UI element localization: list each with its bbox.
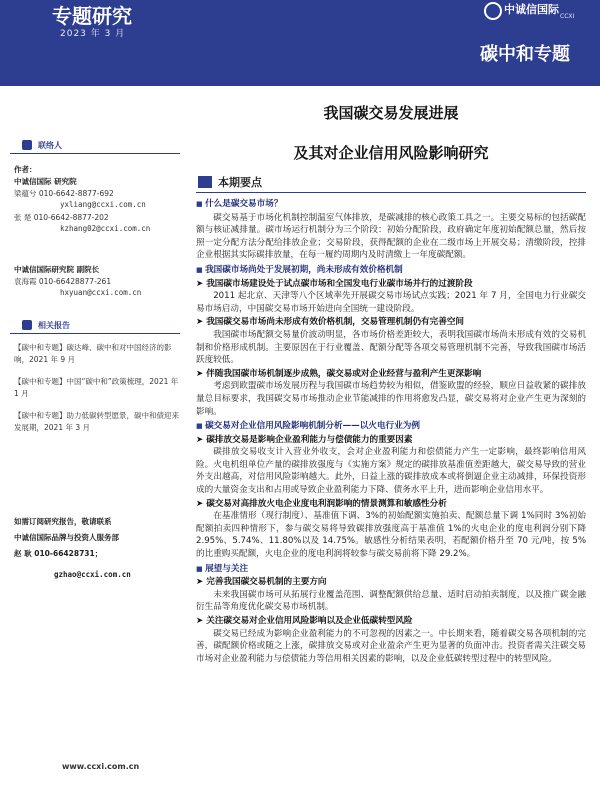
company-logo	[482, 0, 592, 20]
summary-heading: 本期要点	[218, 176, 262, 189]
doc-title-line-2: 及其对企业信用风险影响研究	[293, 144, 489, 162]
paragraph: 我国碳市场配额交易量价波动明显，各市场价格差距较大，表明我国碳市场尚未形成有效的交易机制和价格形成机制。主要原因在于行业覆盖、配额分配等各项交易管理机制不完善，导致我国碳市场活跃度较低。	[196, 329, 586, 366]
institute: 中诚信国际 研究院	[14, 177, 77, 186]
related-report[interactable]: 【碳中和专题】中国“碳中和”政策梳理，2021 年 1 月	[14, 377, 179, 398]
subscribe-email[interactable]: gzhao@ccxi.com.cn	[54, 570, 131, 579]
summary-body	[196, 196, 586, 665]
bullet-heading: ■ 什么是碳交易市场？	[196, 198, 586, 211]
report-date: 2023 年 3 月	[60, 29, 126, 39]
sub-heading: ➤ 我国碳市场建设处于试点碳市场和全国发电行业碳市场并行的过渡阶段	[196, 278, 586, 291]
summary-header	[196, 174, 586, 192]
summary-icon	[198, 176, 212, 188]
doc-title-line-1: 我国碳交易发展进展	[323, 104, 459, 122]
paragraph: 考虑到欧盟碳市场发展历程与我国碳市场趋势较为相似，借鉴欧盟的经验，顺应日益收紧的碳排放量总目标要求，我国碳交易市场推动企业节能减排的作用将愈发凸显，碳交易将对企业产生更为深刻的影响。	[196, 381, 586, 417]
author-2-email[interactable]: kzhang02@ccxi.com.cn	[60, 224, 151, 233]
logo-subtext: CCXI	[560, 13, 575, 20]
contacts-heading: 联络人	[38, 141, 62, 150]
paragraph: 碳排放交易收支计入营业外收支，会对企业盈利能力和偿债能力产生一定影响，最终影响信用风险。火电机组单位产量的碳排放强度与《实施方案》规定的碳排放基准值差距越大，碳交易导致的营业外支出越高，对信用风险影响越大。此外，日益上涨的碳排放成本或将倒逼企业主动减排，环保投资形成的大量资金支出和占用或导致企业盈利能力下降、债务水平上升，进而影响企业信用水平。	[196, 447, 586, 496]
series-title: 专题研究	[52, 4, 132, 28]
sub-heading: ➤ 我国碳交易市场尚未形成有效价格机制，交易管理机制仍有完善空间	[196, 316, 586, 329]
topic-title: 碳中和专题	[480, 44, 570, 65]
contact-icon	[22, 140, 32, 150]
author-label: 作者：	[14, 165, 37, 174]
paragraph: 2011 起北京、天津等八个区域率先开展碳交易市场试点实践；2021 年 7 月，全国电力行业碳交易市场启动，中国碳交易市场开始进向全国统一建设阶段。	[196, 291, 586, 314]
divider	[196, 192, 586, 193]
author-1-email[interactable]: yxliang@ccxi.com.cn	[60, 200, 146, 209]
related-reports-icon	[22, 320, 32, 330]
bullet-heading: ■ 展望与关注	[196, 563, 586, 576]
author-2-contact: 张 楚 010-6642-8877-202	[14, 213, 109, 222]
sidebar	[10, 100, 180, 800]
subscribe-line-2: 中诚信国际品牌与投资人服务部	[14, 533, 119, 542]
footer-url[interactable]: www.ccxi.com.cn	[62, 762, 140, 771]
sub-heading: ➤ 完善我国碳交易机制的主要方向	[196, 576, 586, 589]
divider	[10, 333, 180, 334]
bullet-heading: ■ 碳交易对企业信用风险影响机制分析——以火电行业为例	[196, 420, 586, 433]
vp-email[interactable]: hxyuan@ccxi.com.cn	[60, 288, 142, 297]
sub-heading: ➤ 碳排放交易是影响企业盈利能力与偿债能力的重要因素	[196, 434, 586, 447]
subscribe-line-1: 如需订阅研究报告，敬请联系	[14, 517, 112, 526]
subscribe-contact: 赵 耿 010-66428731；	[14, 549, 103, 558]
logo-icon	[484, 2, 502, 20]
report-header	[0, 0, 600, 86]
sub-heading: ➤ 关注碳交易对企业信用风险影响以及企业低碳转型风险	[196, 615, 586, 628]
paragraph: 碳交易已经成为影响企业盈利能力的不可忽视的因素之一。中长期来看，随着碳交易各项机制的完善，碳配额价格或随之上涨，碳排放交易或对企业盈余产生更为显著的负面冲击。投资者需关注碳交易市场对企业盈利能力与偿债能力等信用相关因素的影响，以及企业低碳转型过程中的转型风险。	[196, 628, 586, 664]
paragraph: 未来我国碳市场可从拓展行业覆盖范围、调整配额供给总量、适时启动拍卖制度，以及推广碳金融衍生品等角度优化碳交易市场机制。	[196, 589, 586, 613]
related-report[interactable]: 【碳中和专题】助力低碳转型愿景，碳中和债迎来发展期，2021 年 3 月	[14, 411, 179, 432]
sub-heading: ➤ 碳交易对高排放火电企业度电利润影响的情景测算和敏感性分析	[196, 498, 586, 511]
paragraph: 在基准情形（现行制度）、基准值下调、3%的初始配额实施拍卖、配额总量下调 1%同时 3%初始配额拍卖四种情形下，参与碳交易将导致碳排放强度高于基准值 1%的火电企业的度电利润分别下降 2.95%、5.74%、11.80%以及 14.75%。敏感性分析结果表明，若配额价格升至 70 元/吨，按 5%的比重购买配额，火电企业的度电利润将较参与碳交易前将下降 29.2%。	[196, 511, 586, 560]
bullet-heading: ■ 我国碳市场尚处于发展初期，尚未形成有效价格机制	[196, 264, 586, 277]
sub-heading: ➤ 伴随我国碳市场机制逐步成熟，碳交易或对企业经营与盈利产生更深影响	[196, 368, 586, 381]
logo-text: 中诚信国际	[504, 3, 559, 16]
vp-dept: 中诚信国际研究院 副院长	[14, 265, 100, 274]
paragraph: 碳交易基于市场化机制控制温室气体排放，是碳减排的核心政策工具之一。主要交易标的包括碳配额与核证减排量。碳市场运行机制分为三个阶段：初始分配阶段，政府确定年度初始配额总量，然后按照一定分配方法分配给排放企业；交易阶段，获得配额的企业在二级市场上开展交易；清缴阶段，控排企业根据其实际碳排放量，在每一履约周期内及时清缴上一年度碳配额。	[196, 212, 586, 261]
vp-contact: 袁海霞 010-66428877-261	[14, 277, 112, 286]
author-1-contact: 梁蕴兮 010-6642-8877-692	[14, 189, 114, 198]
related-report[interactable]: 【碳中和专题】碳达峰、碳中和对中国经济的影响，2021 年 9 月	[14, 343, 172, 364]
divider	[10, 153, 180, 154]
related-heading: 相关报告	[38, 321, 70, 330]
